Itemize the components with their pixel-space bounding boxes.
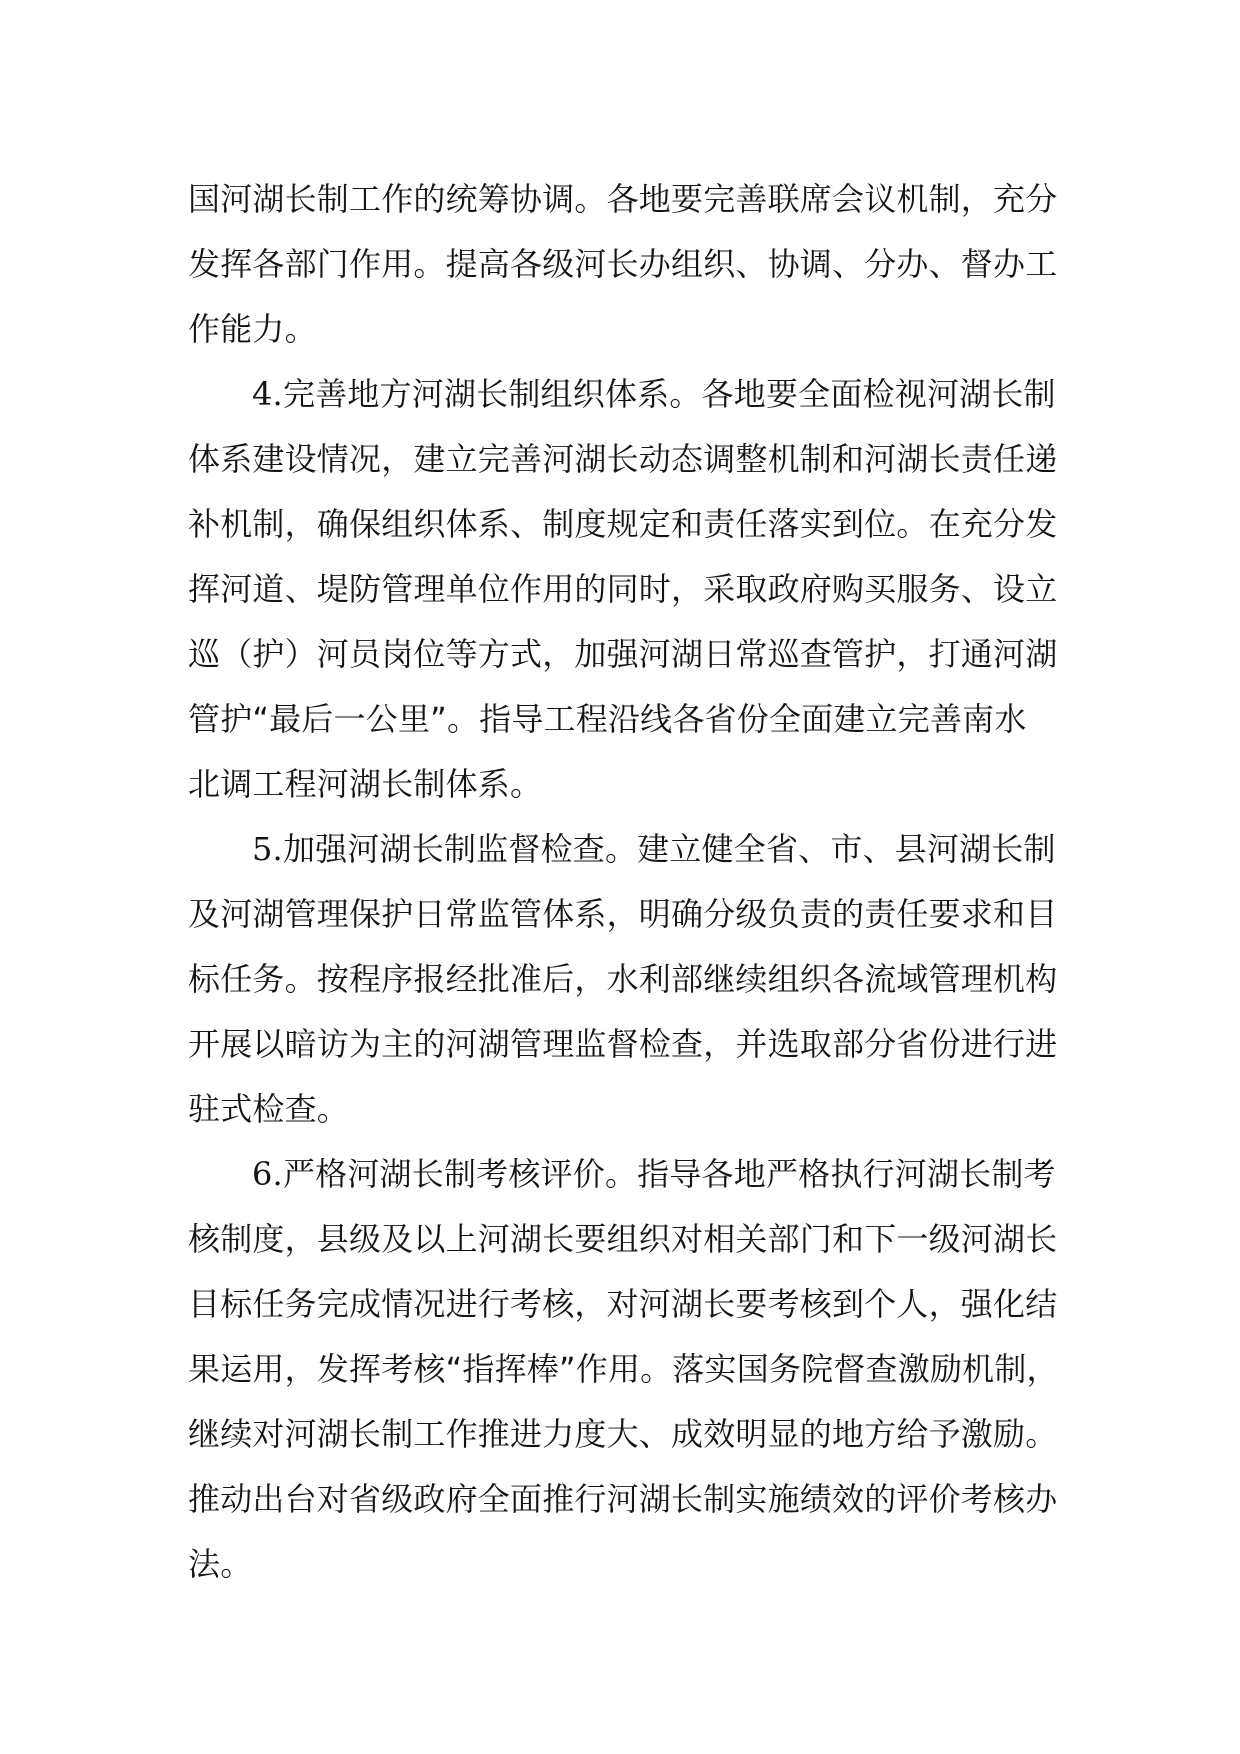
text-line xyxy=(188,882,1088,947)
line-text: 核制度，县级及以上河湖长要组织对相关部门和下一级河湖长 xyxy=(188,1220,1058,1258)
line-text: 北调工程河湖长制体系。 xyxy=(188,765,543,803)
text-line xyxy=(188,1532,1088,1597)
document-body xyxy=(188,167,1088,1597)
line-text: 推动出台对省级政府全面推行河湖长制实施绩效的评价考核办 xyxy=(188,1480,1058,1518)
line-text: 挥河道、堤防管理单位作用的同时，采取政府购买服务、设立 xyxy=(188,570,1058,608)
line-text: 严格河湖长制考核评价。指导各地严格执行河湖长制考 xyxy=(282,1155,1056,1193)
item-number: 5. xyxy=(252,830,283,868)
line-text: 目标任务完成情况进行考核，对河湖长要考核到个人，强化结 xyxy=(188,1285,1058,1323)
line-text: 开展以暗访为主的河湖管理监督检查，并选取部分省份进行进 xyxy=(188,1025,1058,1063)
text-line xyxy=(188,1467,1088,1532)
text-line xyxy=(188,1012,1088,1077)
text-line xyxy=(188,1272,1088,1337)
text-line xyxy=(188,557,1088,622)
text-line xyxy=(188,232,1088,297)
text-line xyxy=(188,1337,1088,1402)
text-line xyxy=(188,1077,1088,1142)
text-line xyxy=(188,622,1088,687)
text-line xyxy=(188,752,1088,817)
line-text: 发挥各部门作用。提高各级河长办组织、协调、分办、督办工 xyxy=(188,245,1058,283)
text-line xyxy=(188,817,1088,882)
text-line xyxy=(188,362,1088,427)
text-line xyxy=(188,297,1088,362)
text-line xyxy=(188,1402,1088,1467)
text-line xyxy=(188,427,1088,492)
text-line xyxy=(188,492,1088,557)
line-text: 国河湖长制工作的统筹协调。各地要完善联席会议机制，充分 xyxy=(188,180,1058,218)
line-text: 作能力。 xyxy=(188,310,317,348)
line-text: 驻式检查。 xyxy=(188,1090,350,1128)
text-line xyxy=(188,687,1088,752)
line-text: 巡（护）河员岗位等方式，加强河湖日常巡查管护，打通河湖 xyxy=(188,635,1058,673)
line-text: 标任务。按程序报经批准后，水利部继续组织各流域管理机构 xyxy=(188,960,1058,998)
line-text: 果运用，发挥考核“指挥棒”作用。落实国务院督查激励机制， xyxy=(188,1350,1059,1388)
text-line xyxy=(188,947,1088,1012)
line-text: 继续对河湖长制工作推进力度大、成效明显的地方给予激励。 xyxy=(188,1415,1058,1453)
line-text: 法。 xyxy=(188,1545,253,1583)
item-number: 4. xyxy=(252,375,283,413)
line-text: 完善地方河湖长制组织体系。各地要全面检视河湖长制 xyxy=(282,375,1056,413)
line-text: 及河湖管理保护日常监管体系，明确分级负责的责任要求和目 xyxy=(188,895,1058,933)
line-text: 管护“最后一公里”。指导工程沿线各省份全面建立完善南水 xyxy=(188,700,1027,738)
line-text: 加强河湖长制监督检查。建立健全省、市、县河湖长制 xyxy=(282,830,1056,868)
line-text: 补机制，确保组织体系、制度规定和责任落实到位。在充分发 xyxy=(188,505,1058,543)
text-line xyxy=(188,167,1088,232)
line-text: 体系建设情况，建立完善河湖长动态调整机制和河湖长责任递 xyxy=(188,440,1058,478)
item-number: 6. xyxy=(252,1155,283,1193)
text-line xyxy=(188,1142,1088,1207)
text-line xyxy=(188,1207,1088,1272)
